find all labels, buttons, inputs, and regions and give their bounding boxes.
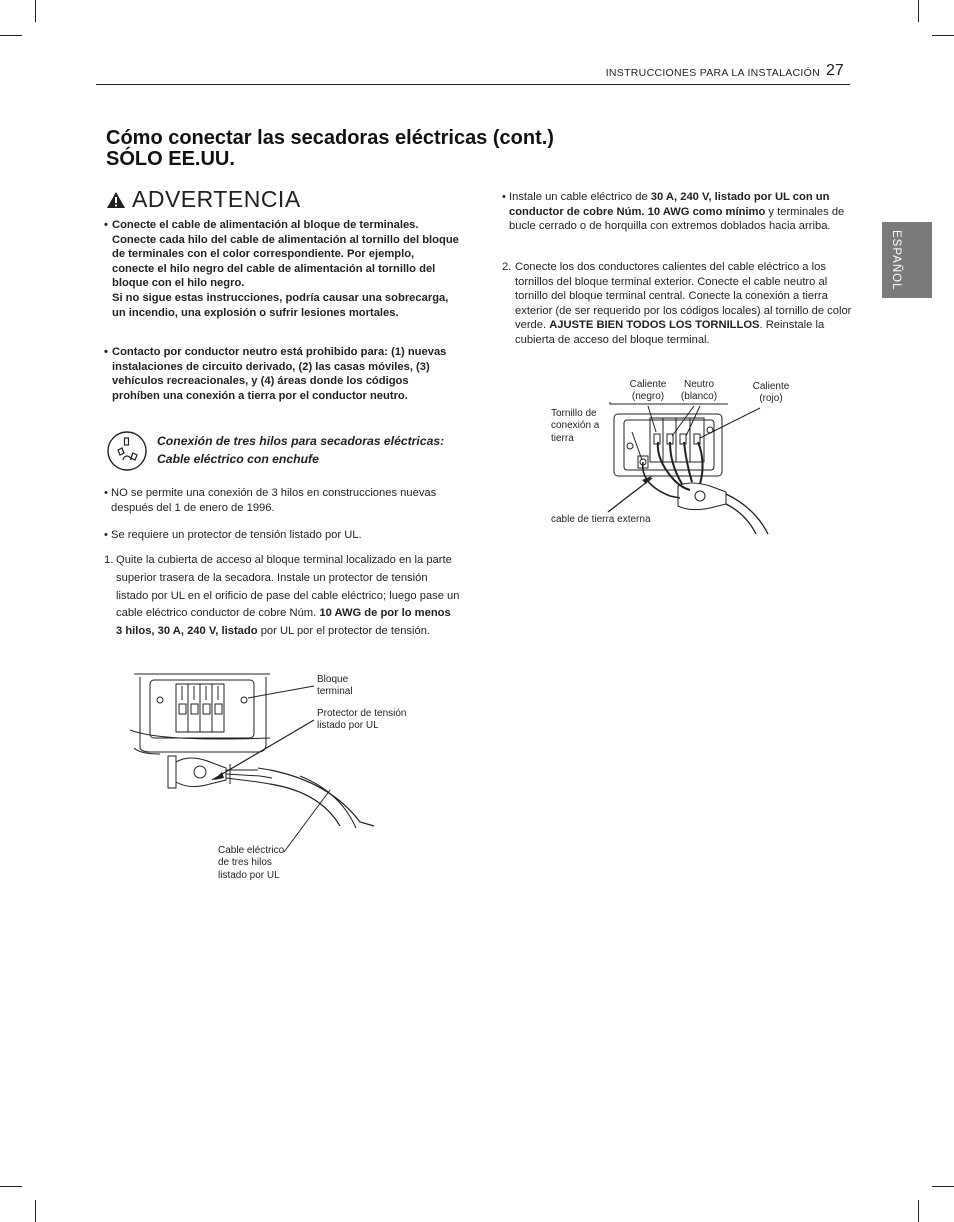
step-1-text-a: Quite la cubierta de acceso al bloque terminal localizado en la parte superior trasera de la secadora. Instale un protector de tensión listado por UL en el orificio de pase del cable eléctrico; luego pase un cable eléctrico conductor de cobre Núm.: [116, 554, 460, 620]
cable-requirement-text-bold: 30 A, 240 V, listado por UL con un conductor de cobre Núm. 10 AWG como mínimo: [509, 191, 830, 218]
running-header: INSTRUCCIONES PARA LA INSTALACIÓN: [605, 67, 820, 79]
crop-mark: [0, 1186, 22, 1187]
warning-item-2-text: Contacto por conductor neutro está prohibido para: (1) nuevas instalaciones de circuito derivado, (2) las casas móviles, (3) vehículos recreacionales, y (4) áreas donde los códigos prohíben una conexión a tierra por el conductor neutro.: [112, 346, 447, 402]
crop-mark: [918, 1200, 919, 1222]
crop-mark: [932, 1186, 954, 1187]
step-2: [502, 260, 862, 348]
step-1-number: 1.: [104, 554, 114, 566]
warning-item-1-text: Conecte el cable de alimentación al bloque de terminales. Conecte cada hilo del cable de alimentación al tornillo del bloque de terminales con el color correspondiente. Por ejemplo, conecte el hilo negro del cable de alimentación al tornillo del bloque con el hilo negro.: [112, 219, 459, 290]
step-2-text-bold: AJUSTE BIEN TODOS LOS TORNILLOS: [549, 319, 760, 332]
step-2-number: 2.: [502, 261, 512, 273]
step-2-text-a: Conecte los dos conductores calientes del cable eléctrico a los tornillos del bloque terminal exterior. Conecte el cable neutro al tornillo del bloque terminal central. Conecte la conexión a tierra exterior (de ser requerido por los códigos locales) al tornillo de color verde.: [515, 261, 852, 332]
warning-item-1-consequence: Si no sigue estas instrucciones, podría causar una sobrecarga, un incendio, una explosión o sufrir lesiones mortales.: [112, 291, 449, 319]
connection-heading-line1: Conexión de tres hilos para secadoras eléctricas:: [157, 434, 445, 448]
note-1: • NO se permite una conexión de 3 hilos en construcciones nuevas después del 1 de enero de 1996.: [104, 486, 466, 515]
terminal-block-diagram: [130, 672, 450, 902]
label-neutral-white: Neutro (blanco): [680, 379, 718, 403]
note-2-text: Se requiere un protector de tensión listado por UL.: [111, 529, 362, 541]
warning-item-1: • Conecte el cable de alimentación al bloque de terminales. Conecte cada hilo del cable de alimentación al tornillo del bloque de terminales con el color correspondiente. Por ejemplo, conecte el hilo negro del cable de alimentación al tornillo del bloque con el hilo negro. Si no sigue estas instrucciones, podría causar una sobrecarga, un incendio, una explosión o sufrir lesiones mortales.: [104, 219, 459, 319]
label-power-cord: Cable eléctrico de tres hilos listado por UL: [218, 845, 285, 881]
step-2-text-b: . Reinstale la cubierta de acceso del bloque terminal.: [515, 319, 825, 346]
note-2: • Se requiere un protector de tensión listado por UL.: [104, 528, 466, 543]
language-tab: [882, 222, 932, 298]
connection-heading: [157, 432, 467, 468]
step-1: [104, 552, 460, 641]
label-hot-black: Caliente (negro): [629, 379, 667, 403]
three-prong-outlet-icon: [104, 430, 150, 472]
step-1-text-b: por UL por el protector de tensión.: [260, 625, 431, 638]
header-rule: [96, 84, 850, 85]
warning-heading: [106, 186, 301, 213]
label-strain-relief: Protector de tensión listado por UL: [317, 708, 407, 732]
crop-mark: [0, 35, 22, 36]
page-number: 27: [826, 62, 844, 79]
warning-heading-text: ADVERTENCIA: [132, 186, 301, 212]
label-ground-screw: Tornillo de conexión a tierra: [551, 408, 600, 444]
crop-mark: [35, 1200, 36, 1222]
step-1-text-bold: 10 AWG de por lo menos 3 hilos, 30 A, 240 V, listado: [116, 607, 451, 638]
label-terminal-block: Bloque terminal: [317, 674, 353, 698]
crop-mark: [918, 0, 919, 22]
connection-heading-line2: Cable eléctrico con enchufe: [157, 452, 319, 466]
label-external-ground: cable de tierra externa: [551, 514, 651, 525]
label-hot-red: Caliente (rojo): [752, 381, 790, 405]
note-1-text: NO se permite una conexión de 3 hilos en construcciones nuevas después del 1 de enero de 1996.: [111, 487, 437, 514]
section-title: [106, 128, 554, 170]
warning-triangle-icon: [106, 191, 126, 209]
cable-requirement-bullet: • Instale un cable eléctrico de 30 A, 240 V, listado por UL con un conductor de cobre Núm. 10 AWG como mínimo y terminales de bucle cerrado o de horquilla con extremos doblados hacia arriba.: [502, 191, 845, 233]
section-title-line1: Cómo conectar las secadoras eléctricas (cont.): [106, 127, 554, 149]
warning-item-2: • Contacto por conductor neutro está prohibido para: (1) nuevas instalaciones de circuito derivado, (2) las casas móviles, (3) vehículos recreacionales, y (4) áreas donde los códigos prohíben una conexión a tierra por el conductor neutro.: [104, 345, 459, 403]
language-tab-label: ESPAÑOL: [890, 230, 902, 291]
crop-mark: [932, 35, 954, 36]
cable-requirement-text-b: y terminales de bucle cerrado o de horquilla con extremos doblados hacia arriba.: [509, 205, 845, 233]
crop-mark: [35, 0, 36, 22]
cable-requirement-text-a: Instale un cable eléctrico de: [509, 191, 648, 203]
section-title-line2: SÓLO EE.UU.: [106, 148, 235, 170]
